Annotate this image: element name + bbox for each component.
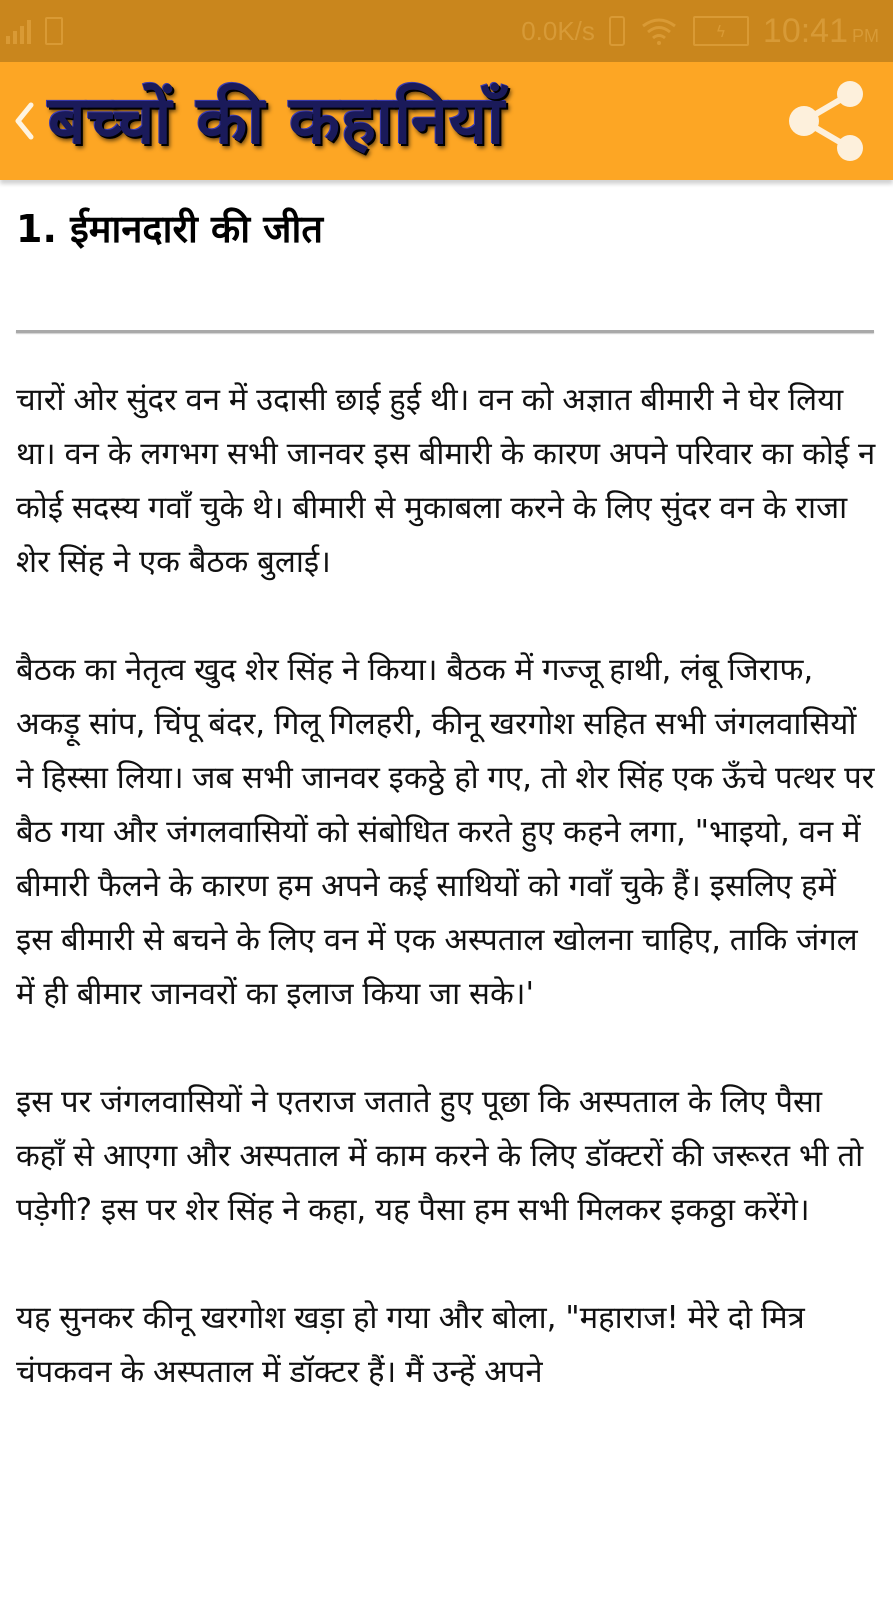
signal-icon xyxy=(6,18,31,44)
story-body[interactable] xyxy=(16,373,877,1399)
image-icon xyxy=(45,17,63,45)
status-right xyxy=(521,12,879,51)
chevron-left-icon xyxy=(13,101,35,141)
clock-time: 10:41 xyxy=(762,11,848,50)
app-bar xyxy=(0,62,893,180)
share-button[interactable] xyxy=(777,71,877,171)
app-bar-left xyxy=(0,79,505,163)
phone-icon xyxy=(609,16,625,46)
app-title: बच्चों की कहानियाँ xyxy=(48,81,506,159)
back-button[interactable] xyxy=(4,91,44,151)
story-paragraph: इस पर जंगलवासियों ने एतराज जताते हुए पूछा कि अस्पताल के लिए पैसा कहाँ से आएगा और अस्पताल में काम करने के लिए डॉक्टरों की जरूरत भी तो पड़ेगी? इस पर शेर सिंह ने कहा, यह पैसा हम सभी मिलकर इकठ्ठा करेंगे। xyxy=(16,1084,864,1228)
story-paragraph: चारों ओर सुंदर वन में उदासी छाई हुई थी। वन को अज्ञात बीमारी ने घेर लिया था। वन के लगभग सभी जानवर इस बीमारी के कारण अपने परिवार का कोई न कोई सदस्य गवाँ चुके थे। बीमारी से मुकाबला करने के लिए सुंदर वन के राजा शेर सिंह ने एक बैठक बुलाई। xyxy=(16,382,876,580)
network-speed: 0.0K/s xyxy=(521,15,595,46)
story-paragraph: यह सुनकर कीनू खरगोश खड़ा हो गया और बोला, "महाराज! मेरे दो मित्र चंपकवन के अस्पताल में डॉक्टर हैं। मैं उन्हें अपने xyxy=(16,1300,805,1390)
share-icon xyxy=(782,76,872,166)
clock-ampm: PM xyxy=(852,25,879,46)
battery-charging-icon: ϟ xyxy=(693,16,749,46)
status-left xyxy=(6,17,63,45)
story-title: 1. ईमानदारी की जीत xyxy=(16,207,324,251)
wifi-icon xyxy=(639,16,679,46)
title-divider xyxy=(16,330,874,333)
status-bar xyxy=(0,0,893,62)
clock xyxy=(763,12,879,51)
story-content xyxy=(0,180,893,1453)
story-paragraph: बैठक का नेतृत्व खुद शेर सिंह ने किया। बैठक में गज्जू हाथी, लंबू जिराफ, अकड़ू सांप, चिंपू बंदर, गिलू गिलहरी, कीनू खरगोश सहित सभी जंगलवासियों ने हिस्सा लिया। जब सभी जानवर इकठ्ठे हो गए, तो शेर सिंह एक ऊँचे पत्थर पर बैठ गया और जंगलवासियों को संबोधित करते हुए कहने लगा, "भाइयो, वन में बीमारी फैलने के कारण हम अपने कई साथियों को गवाँ चुके हैं। इसलिए हमें इस बीमारी से बचने के लिए वन में एक अस्पताल खोलना चाहिए, ताकि जंगल में ही बीमार जानवरों का इलाज किया जा सके।' xyxy=(16,652,875,1012)
